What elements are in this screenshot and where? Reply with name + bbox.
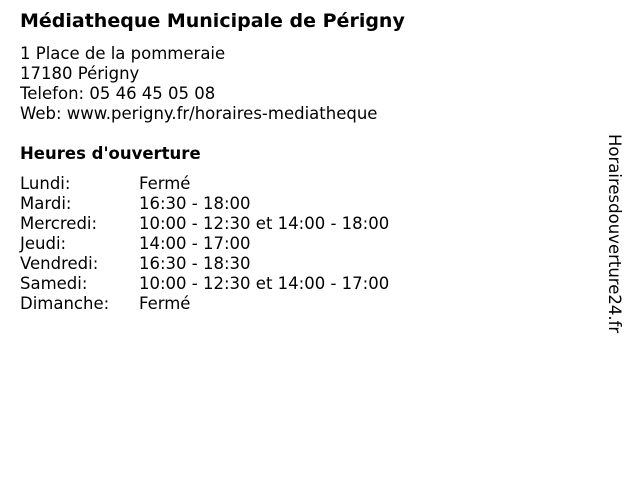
address-block (20, 44, 377, 124)
hours-row-thursday (20, 234, 389, 254)
day-hours: 14:00 - 17:00 (139, 234, 251, 253)
day-label: Mardi: (20, 194, 72, 213)
day-label: Vendredi: (20, 254, 99, 273)
day-label: Mercredi: (20, 214, 98, 233)
address-line-street: 1 Place de la pommeraie (20, 44, 226, 63)
hours-row-tuesday (20, 194, 389, 214)
day-hours: Fermé (139, 294, 191, 313)
hours-row-saturday (20, 274, 389, 294)
day-hours: 16:30 - 18:30 (139, 254, 251, 273)
site-watermark: Horairesdouverture24.fr (605, 134, 624, 334)
web-line: Web: www.perigny.fr/horaires-mediatheque (20, 104, 378, 123)
day-hours: 10:00 - 12:30 et 14:00 - 17:00 (139, 274, 390, 293)
day-hours: 10:00 - 12:30 et 14:00 - 18:00 (139, 214, 390, 233)
hours-row-sunday (20, 294, 389, 314)
day-label: Dimanche: (20, 294, 110, 313)
hours-row-wednesday (20, 214, 389, 234)
library-name: Médiatheque Municipale de Périgny (20, 10, 405, 32)
day-hours: 16:30 - 18:00 (139, 194, 251, 213)
opening-hours-heading: Heures d'ouverture (20, 144, 201, 163)
opening-hours-table (20, 174, 389, 314)
day-label: Lundi: (20, 174, 71, 193)
address-line-city: 17180 Périgny (20, 64, 140, 83)
hours-row-monday (20, 174, 389, 194)
hours-row-friday (20, 254, 389, 274)
phone-line: Telefon: 05 46 45 05 08 (20, 84, 216, 103)
day-label: Samedi: (20, 274, 88, 293)
day-hours: Fermé (139, 174, 191, 193)
day-label: Jeudi: (20, 234, 67, 253)
